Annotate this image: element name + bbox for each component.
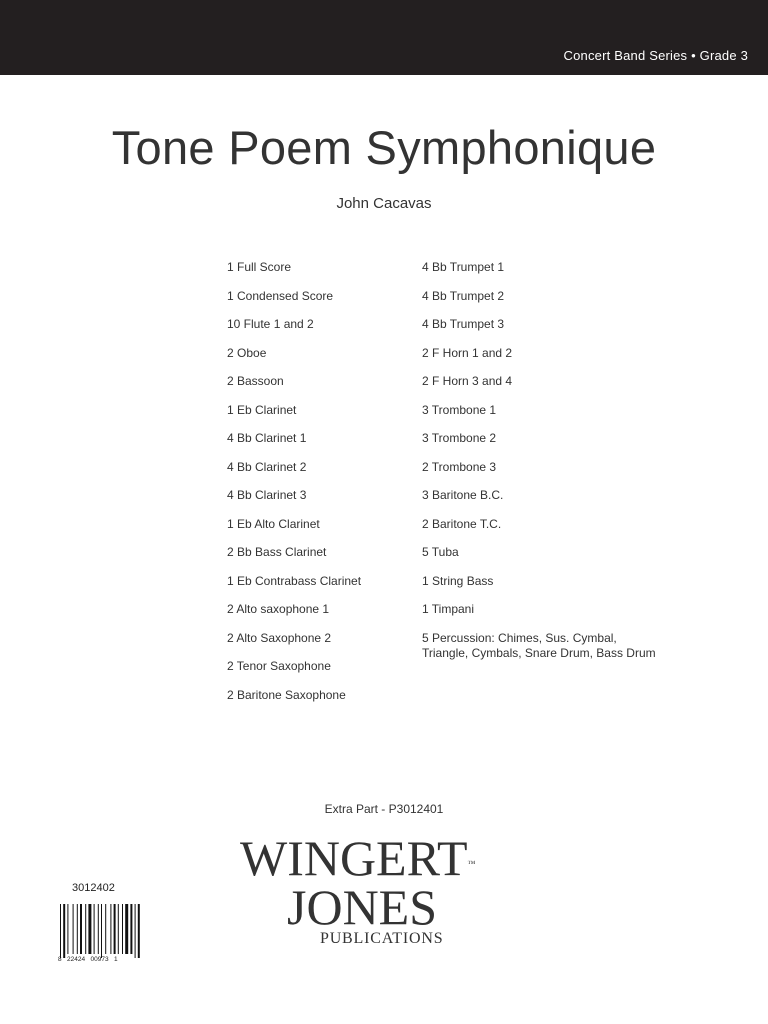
part-item: 3 Baritone B.C. [422,488,504,502]
barcode-bar [60,904,61,958]
part-item: 10 Flute 1 and 2 [227,317,314,331]
page-title: Tone Poem Symphonique [111,121,657,174]
barcode-bar [98,904,99,954]
barcode-bar [77,904,78,954]
part-item: 1 Eb Clarinet [227,402,297,417]
barcode-bar [101,904,102,958]
header-bar [0,0,768,75]
part-item: 2 Tenor Saxophone [227,659,331,673]
series-label: Concert Band Series • Grade 3 [563,48,748,63]
barcode-bar [105,904,106,954]
barcode-bar [80,904,82,954]
composer-name: John Cacavas [336,195,432,212]
part-item: 2 Alto Saxophone 2 [227,630,332,645]
part-item: 5 Tuba [422,545,459,559]
part-item: 2 Bb Bass Clarinet [227,545,327,559]
barcode-bar [67,904,68,954]
part-item: 4 Bb Clarinet 3 [227,488,307,502]
barcode-bar [122,904,123,954]
barcode-digits: 8 22424 00973 1 [58,956,118,963]
part-item: 2 Alto saxophone 1 [227,602,330,616]
extra-part-label: Extra Part - P3012401 [324,802,444,816]
publisher-logo [240,832,530,948]
part-item: 2 Trombone 3 [422,459,497,474]
barcode-bar [85,904,86,954]
barcode-bar [135,904,136,958]
part-item: 3 Trombone 1 [422,402,497,417]
part-item: 3 Trombone 2 [422,431,497,445]
part-item: 5 Percussion: Chimes, Sus. Cymbal, Triangle, Cymbals, Snare Drum, Bass Drum [422,630,656,660]
part-item: 1 Eb Contrabass Clarinet [227,573,362,588]
part-item: 1 Timpani [422,602,475,616]
logo-jones: JONES [287,879,438,935]
part-item: 1 Condensed Score [227,288,334,303]
barcode-bar [130,904,132,954]
parts-list-left [227,260,361,716]
catalog-number: 3012402 [72,882,115,894]
part-item: 2 F Horn 3 and 4 [422,374,513,388]
part-item: 2 F Horn 1 and 2 [422,345,513,360]
part-item: 4 Bb Clarinet 1 [227,431,307,445]
barcode-bar [110,904,111,954]
part-item: 4 Bb Trumpet 1 [422,260,505,274]
barcode-bar [118,904,119,954]
part-item: 4 Bb Trumpet 3 [422,317,505,331]
barcode-bar [114,904,116,954]
barcode-bar [125,904,128,954]
parts-list-right [422,260,656,659]
barcode-bar [138,904,140,958]
part-item: 2 Baritone T.C. [422,516,502,531]
logo-publications: PUBLICATIONS [320,930,444,947]
part-item: 1 String Bass [422,573,494,588]
part-item: 1 Full Score [227,260,292,274]
part-item: 2 Baritone Saxophone [227,687,346,702]
logo-wingert: WINGERT [240,830,468,886]
barcode-bar [88,904,91,954]
part-item: 1 Eb Alto Clarinet [227,516,320,531]
trademark-symbol: ™ [467,859,476,868]
part-item: 2 Oboe [227,345,267,360]
part-item: 4 Bb Clarinet 2 [227,459,307,474]
part-item: 2 Bassoon [227,374,284,388]
barcode-bar [63,904,65,958]
part-item: 4 Bb Trumpet 2 [422,288,505,303]
barcode-bar [73,904,74,954]
barcode-bar [94,904,95,954]
